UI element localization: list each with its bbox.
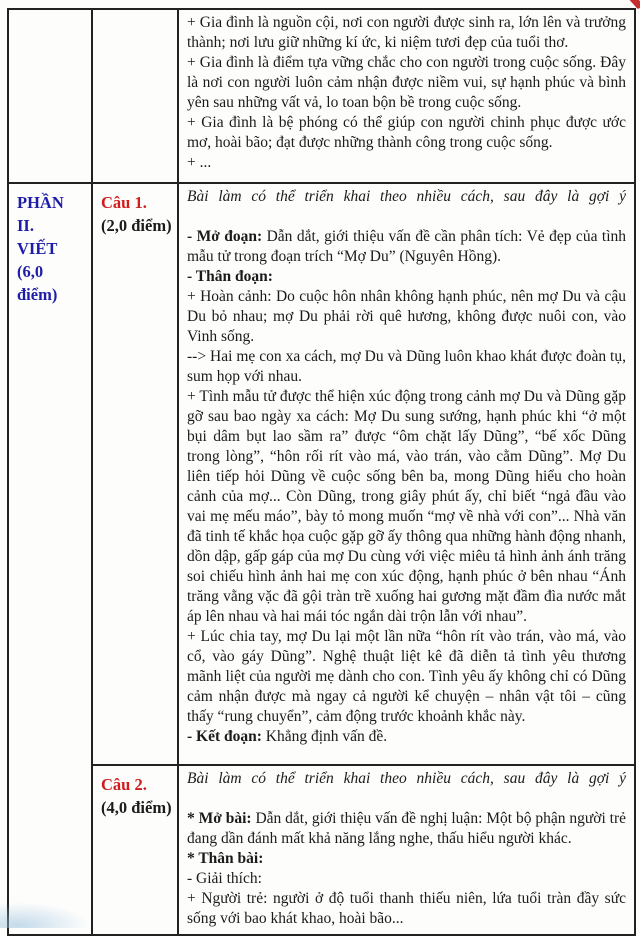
- paragraph: --> Hai mẹ con xa cách, mợ Du và Dũng luôn khao khát được đoàn tụ, sum họp với nhau.: [187, 348, 626, 385]
- paragraph: + Tình mẫu tử được thể hiện xúc động trong cảnh mợ Du và Dũng gặp gỡ sau bao ngày xa cách: Mợ Du sung sướng, hạnh phúc khi “ở một bụi dâm bụt lao sầm ra” được “ôm chặt lấy Dũng”, “bế xốc Dũng trong lòng”, “hôn rối rít vào má, vào trán, vào cằm Dũng”. Mợ Du liên tiếp hỏi Dũng về cuộc sống bên ba, mong Dũng hiểu cho hoàn cảnh của mợ... Còn Dũng, trong giây phút ấy, chỉ biết “ngả đầu vào vai mẹ mếu máo”, bày tỏ mong muốn “mợ về nhà với con”... Nhà văn đã tinh tế khắc họa cuộc gặp gỡ ấy thông qua những hành động nhanh, dồn dập, gấp gáp của mợ Du cùng với việc miêu tả hình ảnh ánh trăng soi chiếu hình ảnh hai mẹ con xúc động, hạnh phúc ở bên nhau “Ánh trăng vằng vặc đã gội tràn trề xuống hai gương mặt đầm đìa nước mắt áp lên nhau và hai mái tóc ngắn dài trộn lẫn với nhau”.: [187, 388, 626, 625]
- paragraph: - Kết đoạn: Khẳng định vấn đề.: [187, 728, 388, 745]
- part-cell: [8, 183, 92, 935]
- answer-text: [187, 13, 626, 173]
- answer-text: [187, 187, 626, 747]
- question-cell-cau1: [92, 183, 178, 765]
- paragraph: - Thân đoạn:: [187, 268, 273, 285]
- question-cell-cau2: [92, 765, 178, 935]
- question-label: Câu 1.: [101, 193, 147, 212]
- table-row-cau2: [8, 765, 635, 935]
- answer-text: [187, 769, 626, 929]
- content-cell: [178, 9, 635, 183]
- paragraph: + Người trẻ: người ở độ tuổi thanh thiếu niên, lứa tuổi tràn đầy sức sống với bao khát khao, hoài bão...: [187, 890, 626, 927]
- question-label: Câu 2.: [101, 775, 147, 794]
- question-points: (2,0 điểm): [101, 216, 172, 235]
- part-label-line3: (6,0 điểm): [17, 262, 58, 304]
- paragraph: Bài làm có thể triển khai theo nhiều cách, sau đây là gợi ý: [187, 188, 626, 205]
- table-row-cau1: [8, 183, 635, 765]
- question-points: (4,0 điểm): [101, 798, 172, 817]
- paragraph: + ...: [187, 154, 212, 171]
- paragraph: + Gia đình là bệ phóng có thể giúp con người chinh phục được ước mơ, hoài bão; đạt được những thành công trong cuộc sống.: [187, 114, 626, 151]
- paragraph: Bài làm có thể triển khai theo nhiều cách, sau đây là gợi ý: [187, 770, 626, 787]
- part-label-line2: VIẾT: [17, 239, 58, 258]
- paragraph: * Mở bài: Dẫn dắt, giới thiệu vấn đề nghị luận: Một bộ phận người trẻ đang dần đánh mất khả năng lắng nghe, thấu hiểu người khác.: [187, 810, 626, 847]
- paragraph: + Lúc chia tay, mợ Du lại một lần nữa “hôn rít vào trán, vào má, vào cổ, vào gáy Dũng”. Nghệ thuật liệt kê đã diễn tả tình yêu thương mãnh liệt của người mẹ dành cho con. Tình yêu ấy không chỉ có Dũng cảm nhận được mà ngay cả người kể chuyện – nhân vật tôi – cũng thấy “rung chuyển”, cảm động trước khoảnh khắc này.: [187, 628, 626, 725]
- paragraph: + Gia đình là điểm tựa vững chắc cho con người trong cuộc sống. Đây là nơi con người luôn cảm nhận được niềm vui, sự hạnh phúc và bình yên sau những vất vả, lo toan bộn bề trong cuộc sống.: [187, 54, 626, 111]
- paragraph: - Giải thích:: [187, 870, 262, 887]
- answer-key-table: [7, 8, 636, 936]
- blank-line: [187, 207, 626, 227]
- content-cell: [178, 183, 635, 765]
- empty-part-cell: [8, 9, 92, 183]
- paragraph: - Mở đoạn: Dẫn dắt, giới thiệu vấn đề cần phân tích: Vẻ đẹp của tình mẫu tử trong đoạn trích “Mợ Du” (Nguyên Hồng).: [187, 228, 626, 265]
- paragraph: + Gia đình là nguồn cội, nơi con người được sinh ra, lớn lên và trưởng thành; nơi lưu giữ những kí ức, ki niệm tươi đẹp của tuổi thơ.: [187, 14, 626, 51]
- paragraph: * Thân bài:: [187, 850, 264, 867]
- content-cell: [178, 765, 635, 935]
- table-row-overflow: [8, 9, 635, 183]
- paragraph: + Hoàn cảnh: Do cuộc hôn nhân không hạnh phúc, nên mợ Du và cậu Du bỏ nhau; mợ Du phải rời quê hương, không được nuôi con, vào Vinh sống.: [187, 288, 626, 345]
- part-label-line1: PHẦN II.: [17, 193, 64, 235]
- empty-question-cell: [92, 9, 178, 183]
- blank-line: [187, 789, 626, 809]
